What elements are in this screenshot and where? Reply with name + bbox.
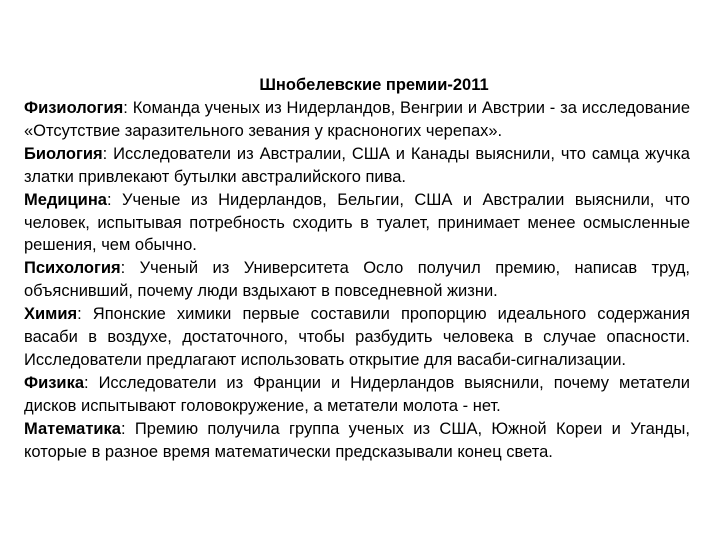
entry-text: : Исследователи из Франции и Нидерландов выяснили, почему метатели дисков испытывают головокружение, а метатели молота - нет. — [24, 373, 690, 415]
entry-term: Физика — [24, 373, 85, 392]
entry-biology — [24, 143, 690, 189]
entry-text: : Японские химики первые составили пропорцию идеального содержания васаби в воздухе, достаточного, чтобы разбудить человека в случае опасности. Исследователи предлагают использовать открытие для васаби-сигнализации. — [24, 305, 690, 369]
entry-term: Математика — [24, 419, 121, 438]
entry-medicine — [24, 189, 690, 258]
entry-term: Химия — [24, 305, 78, 324]
document-title: Шнобелевские премии-2011 — [259, 76, 489, 94]
entry-mathematics — [24, 418, 690, 464]
entry-text: : Премию получила группа ученых из США, Южной Кореи и Уганды, которые в разное время математически предсказывали конец света. — [24, 419, 690, 461]
entry-term: Медицина — [24, 190, 107, 209]
document-body — [24, 73, 690, 464]
entry-text: : Команда ученых из Нидерландов, Венгрии и Австрии - за исследование «Отсутствие заразительного зевания у красноногих черепах». — [24, 99, 690, 140]
entry-psychology — [24, 257, 690, 303]
entry-term: Биология — [24, 144, 103, 163]
entry-text: : Ученые из Нидерландов, Бельгии, США и Австралии выяснили, что человек, испытывая потребность сходить в туалет, принимает менее осмысленные решения, чем обычно. — [24, 190, 690, 255]
entry-physics — [24, 372, 690, 418]
entry-text: : Исследователи из Австралии, США и Канады выяснили, что самца жучка златки привлекают бутылки австралийского пива. — [24, 144, 690, 186]
entry-term: Психология — [24, 259, 121, 278]
entry-term: Физиология — [24, 99, 124, 117]
entry-physiology — [24, 97, 690, 143]
entry-text: : Ученый из Университета Осло получил премию, написав труд, объяснивший, почему люди вздыхают в повседневной жизни. — [24, 259, 690, 301]
entry-chemistry — [24, 303, 690, 372]
